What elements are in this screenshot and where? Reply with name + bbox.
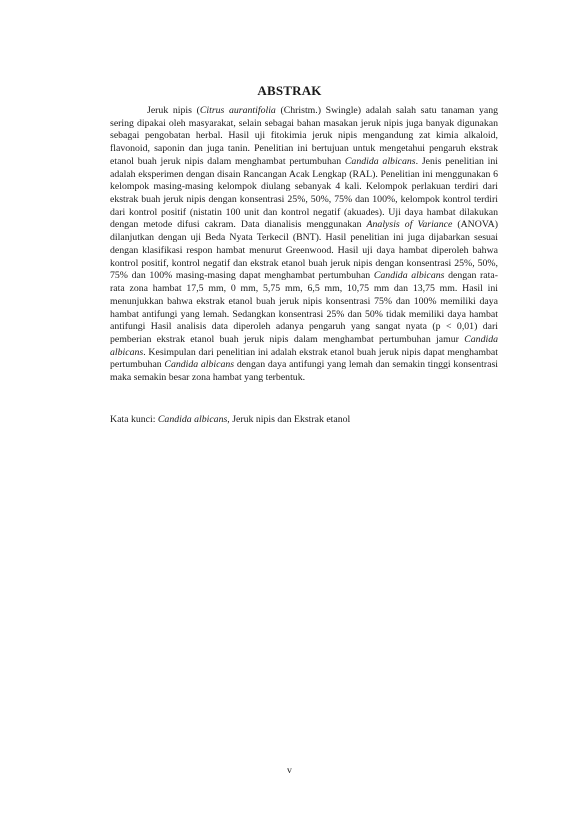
abstract-text-segment: dengan daya antifungi yang lemah dan semakin tinggi konsentrasi maka semakin besar zona hambat yang terbentuk. <box>110 359 498 384</box>
abstract-text-segment-italic: Analysis of Variance <box>366 219 453 231</box>
abstract-text-segment-italic: Candida albicans <box>344 155 416 167</box>
abstract-text-segment-italic: Candida albicans <box>164 359 235 371</box>
abstract-text-segment: dengan rata-rata zona hambat 17,5 mm, 0 mm, 5,75 mm, 6,5 mm, 10,75 mm dan 13,75 mm. Hasil ini menunjukkan bahwa ekstrak etanol buah jeruk nipis konsentrasi 75% dan 100% memiliki daya hambat antifungi yang lemah. Sedangkan konsentrasi 25% dan 50% tidak memiliki daya hambat antifungi Hasil analisis data diperoleh adanya pengaruh yang sangat nyata (p < 0,01) dari pemberian ekstrak etanol buah jeruk nipis dalam menghambat pertumbuhan jamur <box>110 270 498 345</box>
keywords-rest: , Jeruk nipis dan Ekstrak etanol <box>227 414 351 425</box>
abstract-paragraph <box>110 105 498 385</box>
keywords-line <box>110 414 498 427</box>
keywords-label: Kata kunci: <box>110 414 158 425</box>
abstract-text-segment: (Christm.) Swingle) adalah salah satu tanaman yang sering dipakai oleh masyarakat, selain sebagai bahan masakan jeruk nipis juga banyak digunakan sebagai pengobatan herbal. Hasil uji fitokimia jeruk nipis mengandung zat kimia alkaloid, flavonoid, saponin dan juga tanin. Penelitian ini bertujuan untuk mengetahui pengaruh ekstrak etanol buah jeruk nipis dalam menghambat pertumbuhan <box>110 105 498 167</box>
abstract-text-segment: . Kesimpulan dari penelitian ini adalah ekstrak etanol buah jeruk nipis dapat menghambat pertumbuhan <box>110 346 498 371</box>
abstract-text-segment: (ANOVA) dilanjutkan dengan uji Beda Nyata Terkecil (BNT). Hasil penelitian ini juga dijabarkan sesuai dengan klasifikasi respon hambat menurut Greenwood. Hasil uji daya hambat diperoleh bahwa kontrol positif, kontrol negatif dan ekstrak etanol buah jeruk nipis dengan konsentrasi 25%, 50%, 75% dan 100% masing-masing dapat menghambat pertumbuhan <box>110 219 498 282</box>
abstract-text-segment-italic: Citrus aurantifolia <box>199 105 276 116</box>
abstract-text-segment: . Jenis penelitian ini adalah eksperimen dengan disain Rancangan Acak Lengkap (RAL). Penelitian ini menggunakan 6 kelompok masing-masing kelompok diulang sebanyak 4 kali. Kelompok perlakuan terdiri dari ekstrak buah jeruk nipis dengan konsentrasi 25%, 50%, 75% dan 100%, kelompok kontrol terdiri dari kontrol positif (nistatin 100 unit dan kontrol negatif (akuades). Uji daya hambat dilakukan dengan metode difusi cakram. Data dianalisis menggunakan <box>110 155 498 231</box>
abstract-text-segment: Jeruk nipis ( <box>147 105 200 116</box>
abstract-body <box>110 105 498 385</box>
keywords-italic-term: Candida albicans <box>157 414 228 425</box>
abstract-text-segment-italic: Candida albicans <box>373 270 445 282</box>
abstract-title: ABSTRAK <box>257 83 322 98</box>
page-number: v <box>287 765 292 776</box>
abstract-text-segment-italic: Candida albicans <box>110 333 498 358</box>
